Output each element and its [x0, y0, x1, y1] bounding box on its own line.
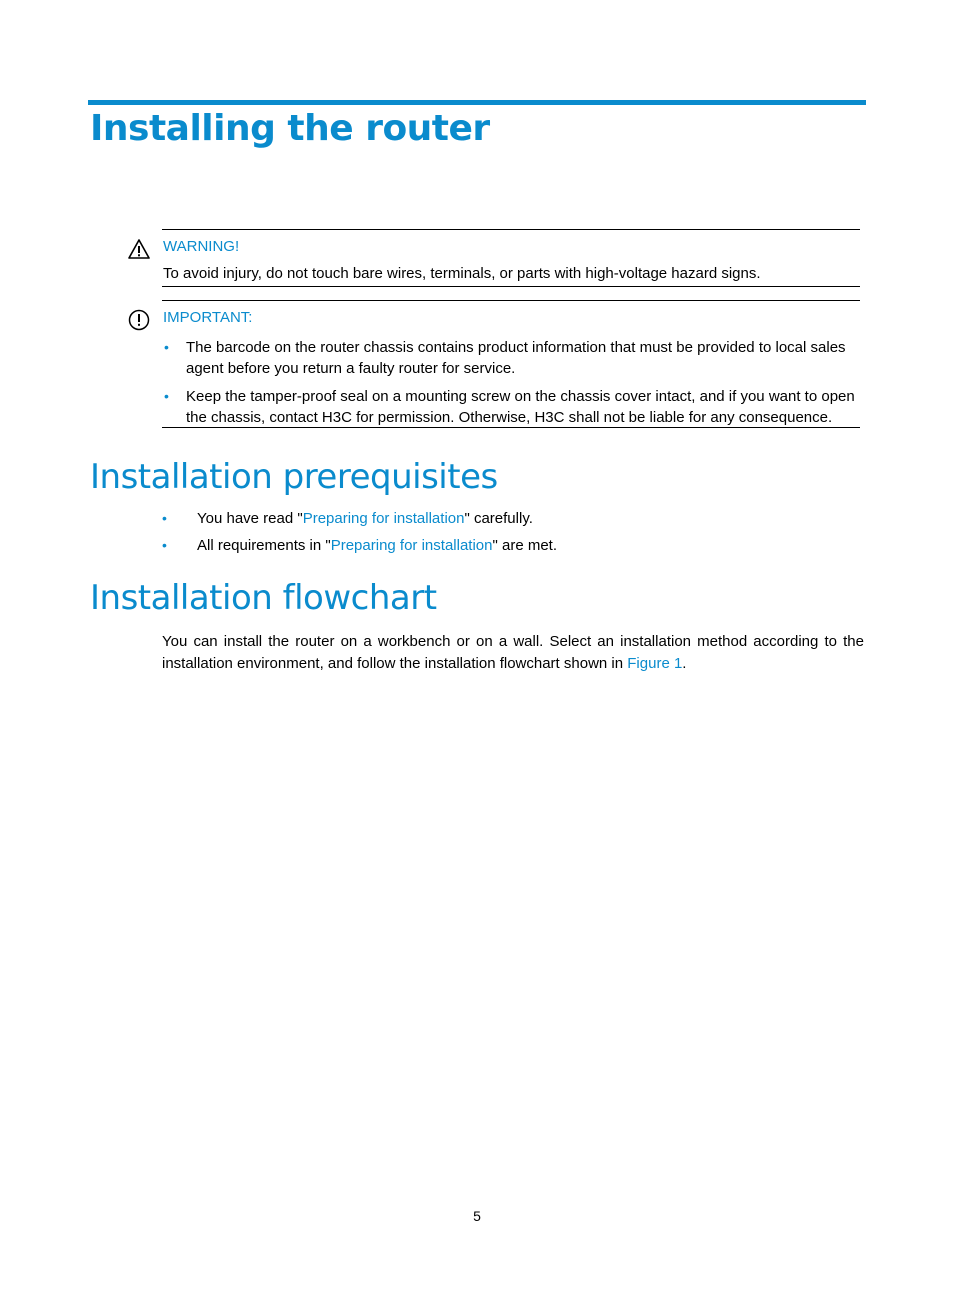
list-item: [162, 386, 860, 428]
prereq-text-before: You have read ": [197, 510, 303, 527]
warning-triangle-icon: [128, 238, 150, 260]
warning-notice: [162, 229, 860, 287]
flowchart-paragraph: [162, 631, 864, 675]
bullet-icon: •: [162, 510, 167, 526]
important-notice: [162, 300, 860, 428]
list-item: [162, 535, 557, 556]
warning-text: To avoid injury, do not touch bare wires, terminals, or parts with high-voltage hazard signs.: [163, 265, 761, 282]
chapter-title: Installing the router: [90, 108, 490, 149]
important-item-text: Keep the tamper-proof seal on a mounting screw on the chassis cover intact, and if you want to open the chassis, contact H3C for permission. Otherwise, H3C shall not be liable for any consequence.: [186, 388, 855, 426]
page-number: 5: [473, 1208, 481, 1224]
important-exclamation-icon: [128, 309, 150, 331]
bullet-icon: •: [164, 339, 169, 355]
chapter-top-rule: [88, 100, 866, 105]
important-item-text: The barcode on the router chassis contains product information that must be provided to local sales agent before you return a faulty router for service.: [186, 339, 846, 377]
flowchart-text: You can install the router on a workbench or on a wall. Select an installation method according to the installation environment, and follow the installation flowchart shown in: [162, 633, 864, 672]
prerequisites-title: Installation prerequisites: [90, 457, 498, 497]
important-label: IMPORTANT:: [163, 309, 253, 326]
prerequisites-list: [162, 508, 557, 562]
prereq-text-after: " carefully.: [464, 510, 533, 527]
preparing-for-installation-link[interactable]: Preparing for installation: [302, 510, 465, 527]
prereq-text-after: " are met.: [492, 537, 557, 554]
warning-label: WARNING!: [163, 238, 240, 255]
flowchart-text-end: .: [682, 655, 687, 672]
bullet-icon: •: [162, 537, 167, 553]
list-item: [162, 508, 557, 529]
flowchart-title: Installation flowchart: [90, 578, 437, 618]
bullet-icon: •: [164, 388, 169, 404]
preparing-for-installation-link[interactable]: Preparing for installation: [330, 537, 493, 554]
important-list: [162, 337, 860, 435]
prereq-text-before: All requirements in ": [197, 537, 331, 554]
figure-1-link[interactable]: Figure 1: [627, 655, 683, 672]
list-item: [162, 337, 860, 379]
